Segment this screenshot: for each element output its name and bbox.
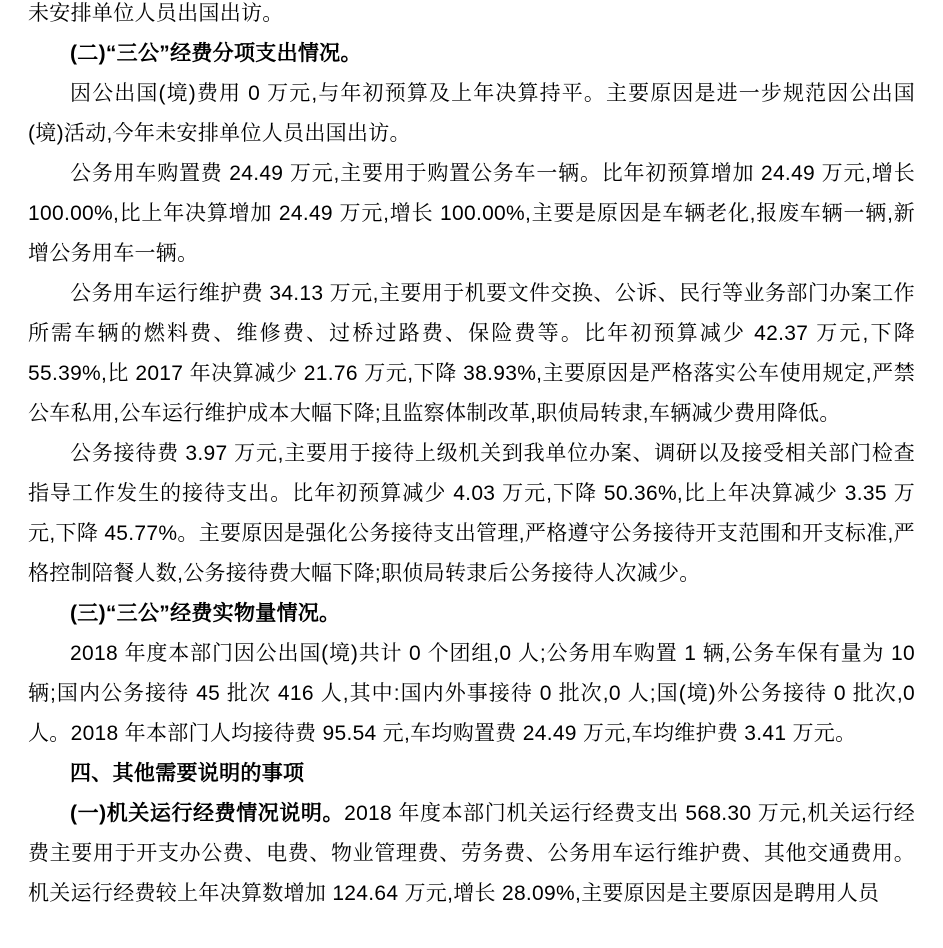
paragraph-official-reception-expense: 公务接待费 3.97 万元,主要用于接待上级机关到我单位办案、调研以及接受相关部门检查指导工作发生的接待支出。比年初预算减少 4.03 万元,下降 50.36%,比上年决算减少 3.35 万元,下降 45.77%。主要原因是强化公务接待支出管理,严格遵守公务接待开支范围和开支标准,严格控制陪餐人数,公务接待费大幅下降;职侦局转隶后公务接待人次减少。: [28, 442, 915, 585]
paragraph-vehicle-maintenance-expense: 公务用车运行维护费 34.13 万元,主要用于机要文件交换、公诉、民行等业务部门办案工作所需车辆的燃料费、维修费、过桥过路费、保险费等。比年初预算减少 42.37 万元,下降 55.39%,比 2017 年决算减少 21.76 万元,下降 38.93%,主要原因是严格落实公车使用规定,严禁公车私用,公车运行维护成本大幅下降;且监察体制改革,职侦局转隶,车辆减少费用降低。: [28, 282, 915, 425]
paragraph-agency-operating-expense: [28, 794, 915, 914]
heading-section-4-other-matters: 四、其他需要说明的事项: [70, 762, 305, 785]
heading-section-3-three-public-physical-quantity: (三)“三公”经费实物量情况。: [70, 602, 341, 625]
paragraph-physical-quantity-details: 2018 年度本部门因公出国(境)共计 0 个团组,0 人;公务用车购置 1 辆,公务车保有量为 10 辆;国内公务接待 45 批次 416 人,其中:国内外事接待 0 批次,0 人;国(境)外公务接待 0 批次,0 人。2018 年本部门人均接待费 95.54 元,车均购置费 24.49 万元,车均维护费 3.41 万元。: [28, 642, 915, 745]
heading-section-2-three-public-itemized: (二)“三公”经费分项支出情况。: [70, 42, 362, 65]
paragraph-continuation-no-abroad-trips: 未安排单位人员出国出访。: [28, 2, 284, 25]
paragraph-lead-operating-expense-label: (一)机关运行经费情况说明。: [70, 802, 345, 825]
paragraph-abroad-expense: 因公出国(境)费用 0 万元,与年初预算及上年决算持平。主要原因是进一步规范因公出国(境)活动,今年未安排单位人员出国出访。: [28, 82, 915, 145]
paragraph-vehicle-purchase-expense: 公务用车购置费 24.49 万元,主要用于购置公务车一辆。比年初预算增加 24.49 万元,增长 100.00%,比上年决算增加 24.49 万元,增长 100.00%,主要是原因是车辆老化,报废车辆一辆,新增公务用车一辆。: [28, 162, 915, 265]
paragraph-operating-expense-body: 2018 年度本部门机关运行经费支出 568.30 万元,机关运行经费主要用于开支办公费、电费、物业管理费、劳务费、公务用车运行维护费、其他交通费用。机关运行经费较上年决算数增加 124.64 万元,增长 28.09%,主要原因是主要原因是聘用人员: [28, 802, 915, 905]
document-body: [28, 0, 915, 914]
